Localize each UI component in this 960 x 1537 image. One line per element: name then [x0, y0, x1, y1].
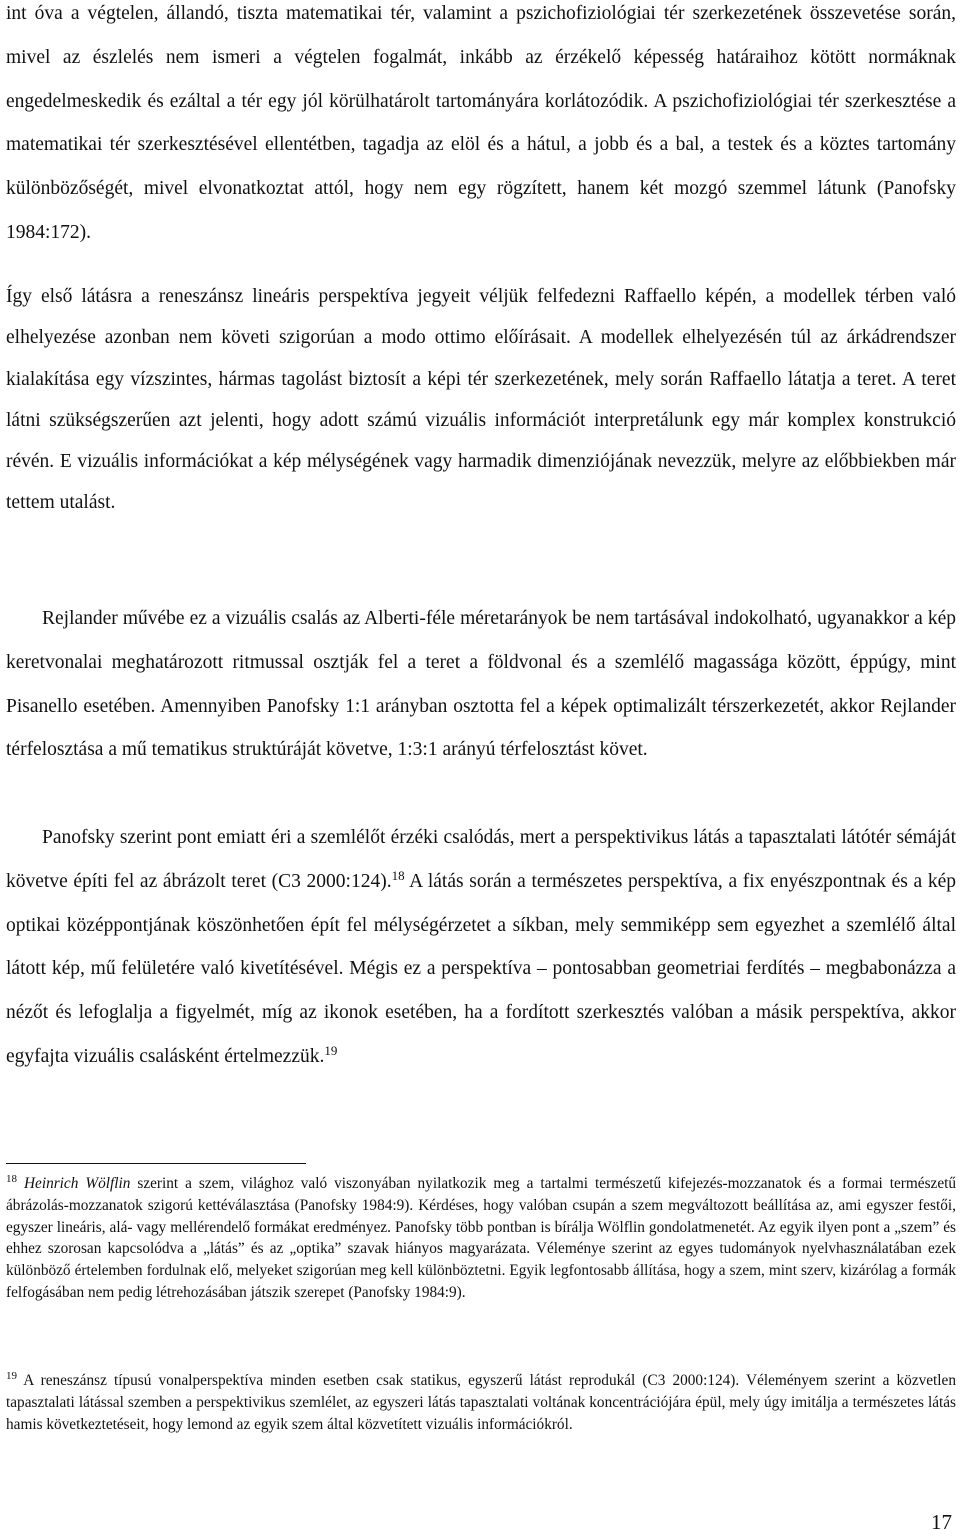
body-paragraph-4-text-b: A látás során a természetes perspektíva, a fix enyészpontnak és a kép optikai középpontjának köszönhetően épít fel mélységérzetet a síkban, mely semmiképp sem egyezhet a szemlélő által látott kép, mű felületére való kivetítésével. Mégis ez a perspektíva – pontosabban geometriai ferdítés – megbabonázza a nézőt és lefoglalja a figyelmét, míg az ikonok esetében, ha a fordított szerkesztés valóban a másik perspektíva, akkor egyfajta vizuális csalásként értelmezzük.	[6, 870, 956, 1067]
page-number: 17	[931, 1510, 952, 1534]
footnote-18	[6, 1173, 956, 1304]
footnote-19	[6, 1370, 956, 1435]
body-paragraph-1: int óva a végtelen, állandó, tiszta matematikai tér, valamint a pszichofiziológiai tér szerkezetének összevetése során, mivel az észlelés nem ismeri a végtelen fogalmát, inkább az érzékelő képesség határaihoz kötött normáknak engedelmeskedik és ezáltal a tér egy jól körülhatárolt tartományára korlátozódik. A pszichofiziológiai tér szerkesztése a matematikai tér szerkesztésével ellentétben, tagadja az elöl és a hátul, a jobb és a bal, a testek és a köztes tartomány különbözőségét, mivel elvonatkoztat attól, hogy nem egy rögzített, hanem két mozgó szemmel látunk (Panofsky 1984:172).	[6, 3, 956, 243]
body-paragraph-4	[6, 816, 956, 1079]
footnote-18-author: Heinrich Wölflin	[23, 1175, 131, 1192]
body-paragraph-4-text-a: Panofsky szerint pont emiatt éri a szemlélőt érzéki csalódás, mert a perspektivikus látás a tapasztalati látótér sémáját követve építi fel az ábrázolt teret (C3 2000:124).	[6, 827, 956, 892]
footnote-18-number: 18	[6, 1172, 17, 1185]
footnote-separator	[6, 1163, 306, 1164]
footnote-18-text: szerint a szem, világhoz való viszonyában nyilatkozik meg a tartalmi természetű kifejezés-mozzanatok és a formai természetű ábrázolás-mozzanatok szigorú kettéválasztása (Panofsky 1984:9). Kérdéses, hogy valóban csupán a szem megváltozott beállítása az, ami egyszer festői, egyszer lineáris, alá- vagy mellérendelő formákat eredményez. Panofsky több pontban is bírálja Wölflin gondolatmenetét. Az egyik ilyen pont a „szem” és ehhez szorosan kapcsolódva a „látás” és az „optika” szavak hiányos magyarázata. Véleménye szerint az egyes tudományok nyelvhasználatában ezek különböző értelemben fordulnak elő, melyeket szigorúan meg kell különböztetni. Egyik legfontosabb állítása, hogy a szem, mint szerv, kizárólag a formák felfogásában nem pedig létrehozásában játszik szerepet (Panofsky 1984:9).	[6, 1175, 957, 1301]
footnote-ref-19[interactable]: 19	[324, 1042, 338, 1058]
body-paragraph-2: Így első látásra a reneszánsz lineáris perspektíva jegyeit véljük felfedezni Raffaello képén, a modellek térben való elhelyezése azonban nem követi szigorúan a modo ottimo előírásait. A modellek elhelyezésén túl az árkádrendszer kialakítása egy vízszintes, hármas tagolást biztosít a képi tér szerkezetének, mely során Raffaello látatja a teret. A teret látni szükségszerűen azt jelenti, hogy adott számú vizuális információt interpretálunk egy már komplex konstrukció révén. E vizuális információkat a kép mélységének vagy harmadik dimenziójának nevezzük, melyre az előbbiekben már tettem utalást.	[6, 286, 956, 514]
body-paragraph-3: Rejlander művébe ez a vizuális csalás az Alberti-féle méretarányok be nem tartásával indokolható, ugyanakkor a kép keretvonalai meghatározott ritmussal osztják fel a teret a földvonal és a szemlélő magassága között, éppúgy, mint Pisanello esetében. Amennyiben Panofsky 1:1 arányban osztotta fel a képek optimalizált térszerkezetét, akkor Rejlander térfelosztása a mű tematikus struktúráját követve, 1:3:1 arányú térfelosztást követ.	[6, 608, 956, 761]
footnote-19-text: A reneszánsz típusú vonalperspektíva minden esetben csak statikus, egyszerű látást reprodukál (C3 2000:124). Véleményem szerint a közvetlen tapasztalati látással szemben a perspektivikus szemlélet, az egyszeri látás tapasztalati voltának koncentrációjára épül, mely úgy imitálja a természetes látás hamis következtetéseit, hogy lemond az egyik szem által közvetített vizuális információkról.	[6, 1372, 956, 1433]
footnote-ref-18[interactable]: 18	[391, 867, 405, 883]
footnote-19-number: 19	[6, 1369, 17, 1382]
